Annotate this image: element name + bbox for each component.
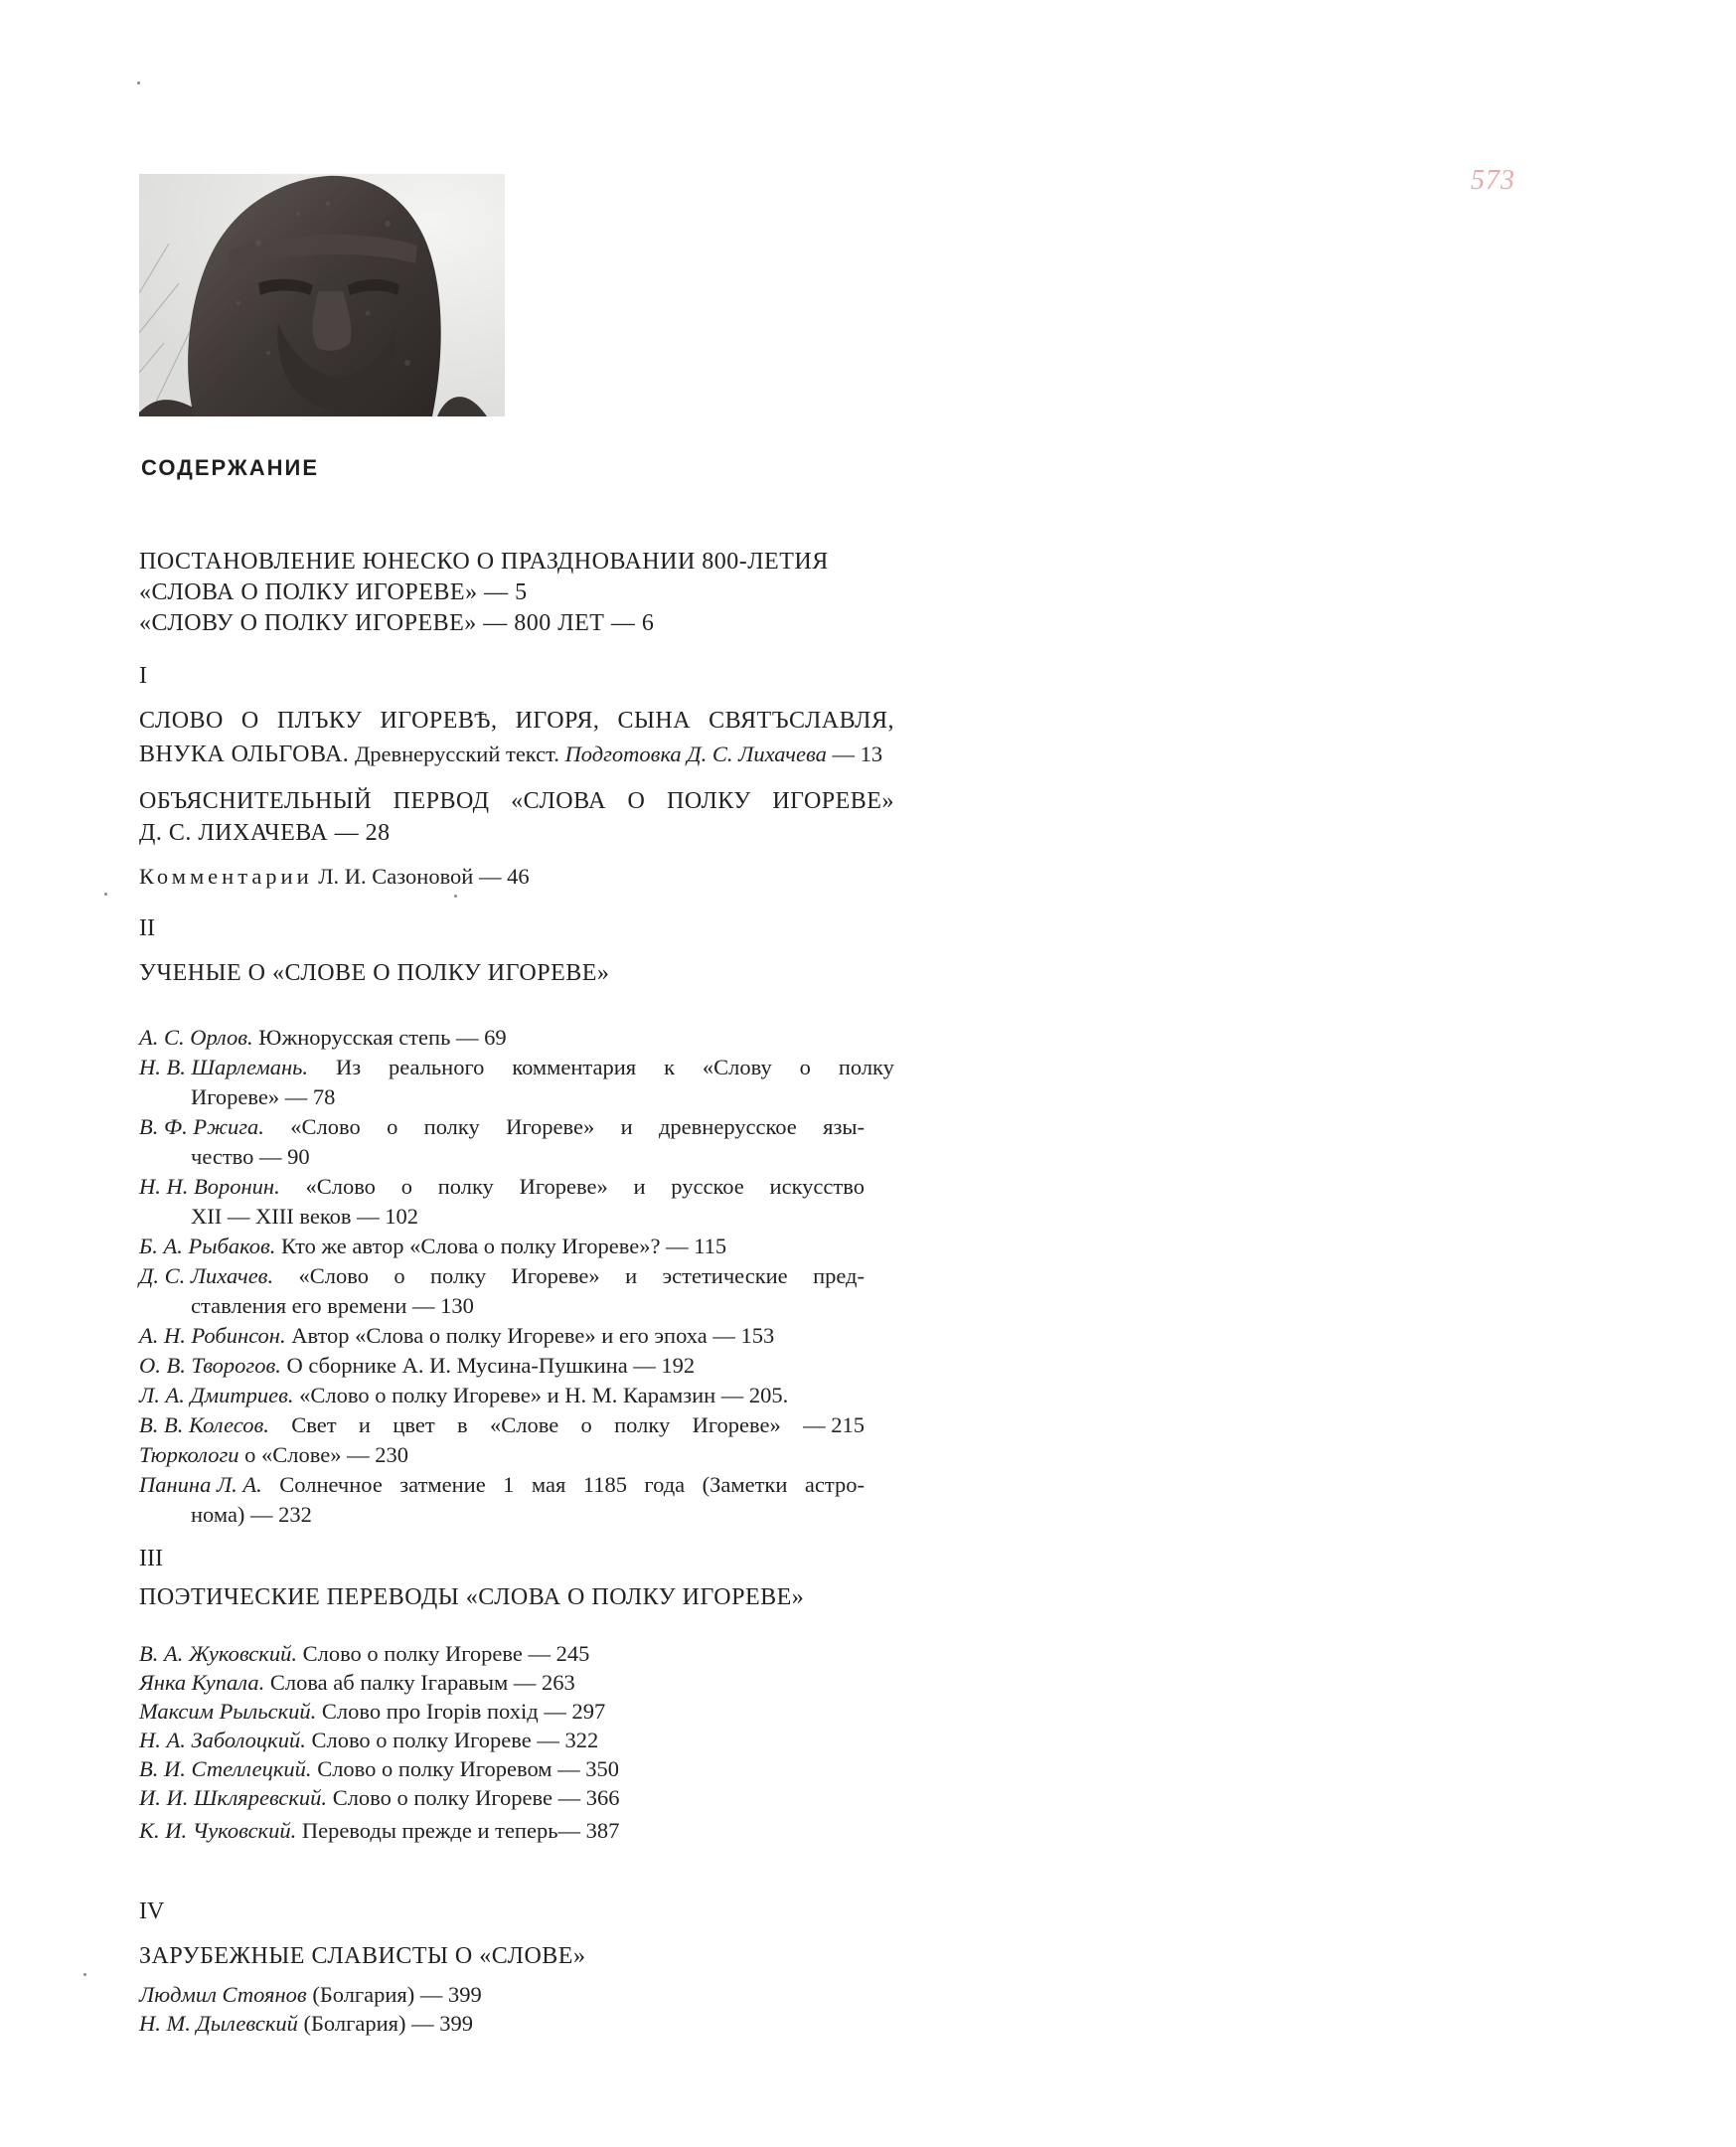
list-item xyxy=(139,1112,865,1142)
intro-section xyxy=(139,547,954,639)
entry-author: В. Ф. Ржига. xyxy=(139,1114,264,1139)
title-word: ПЛЪКУ xyxy=(276,708,363,734)
entry-author: Максим Рыльский. xyxy=(139,1699,317,1724)
entry-word: пред- xyxy=(813,1263,865,1288)
entry-author: Л. А. Дмитриев. xyxy=(139,1383,294,1407)
entry-word: затмение xyxy=(399,1472,486,1497)
entry-word: полку xyxy=(430,1263,487,1288)
entry-author: А. Н. Робинсон. xyxy=(139,1323,286,1348)
commentary-label: Комментарии xyxy=(139,864,313,889)
entry-word: «Слову xyxy=(702,1055,772,1079)
entry-author: Б. А. Рыбаков. xyxy=(139,1234,276,1258)
entry-word: полку xyxy=(437,1174,494,1199)
entry-title: Кто же автор «Слова о полку Игореве»? — 115 xyxy=(275,1234,727,1258)
section3-title: ПОЭТИЧЕСКИЕ ПЕРЕВОДЫ «СЛОВА О ПОЛКУ ИГОРЕВЕ» xyxy=(139,1584,805,1610)
scan-speck xyxy=(104,893,107,896)
commentary-line xyxy=(139,862,954,892)
intro-line: «СЛОВУ О ПОЛКУ ИГОРЕВЕ» — 800 ЛЕТ — 6 xyxy=(139,610,655,636)
list-item xyxy=(139,1053,894,1082)
entry-word: реального xyxy=(389,1055,485,1079)
title-editor: Подготовка Д. С. Лихачева xyxy=(564,742,827,766)
title-word: О xyxy=(240,708,259,734)
list-item xyxy=(139,1639,954,1668)
entry-author: В. В. Колесов. xyxy=(139,1412,269,1437)
section2-title: УЧЕНЫЕ О «СЛОВЕ О ПОЛКУ ИГОРЕВЕ» xyxy=(139,960,610,986)
entry-title: О сборнике А. И. Мусина-Пушкина — 192 xyxy=(280,1353,696,1378)
title-word: СЫНА xyxy=(617,708,692,734)
entry-word: язы- xyxy=(823,1114,865,1139)
entry-word: «Слово xyxy=(298,1263,369,1288)
entry-continuation: ставления его времени — 130 xyxy=(191,1293,474,1318)
entry-word: астро- xyxy=(804,1472,865,1497)
entry-author: В. А. Жуковский. xyxy=(139,1641,297,1666)
list-item xyxy=(139,1381,954,1410)
entry-word: 1185 xyxy=(582,1472,627,1497)
entry-word: Свет xyxy=(291,1412,337,1437)
entry-word: Игореве» xyxy=(506,1114,595,1139)
entry-word: Игореве» xyxy=(519,1174,608,1199)
entry-word: эстетические xyxy=(662,1263,788,1288)
title-text: Древнерусский текст. xyxy=(349,742,565,766)
entry-title: (Болгария) — 399 xyxy=(306,1982,482,2007)
list-item xyxy=(139,1697,954,1726)
title-word: О xyxy=(627,788,646,814)
entry-title: Слово про Iгорiв похiд — 297 xyxy=(316,1699,606,1724)
section-numeral: III xyxy=(139,1546,163,1571)
entry-word: и xyxy=(358,1412,371,1437)
list-item xyxy=(139,1754,954,1783)
entry-word: 1 xyxy=(503,1472,515,1497)
section-numeral: IV xyxy=(139,1899,165,1924)
entry-title: Слова аб палку Iгаравым — 263 xyxy=(264,1670,575,1695)
title-word: ПЕРВОД xyxy=(393,788,490,814)
entry-title: Южнорусская степь — 69 xyxy=(252,1025,507,1050)
section3-list xyxy=(139,1639,954,1845)
list-item xyxy=(139,1668,954,1697)
entry-continuation: XII — XIII веков — 102 xyxy=(191,1204,418,1229)
title-word: СЛОВО xyxy=(139,708,224,734)
entry-word: русское xyxy=(671,1174,744,1199)
table-of-contents xyxy=(139,547,954,2038)
section2-list xyxy=(139,1023,954,1530)
title-word: ПОЛКУ xyxy=(666,788,751,814)
commentary-text: Л. И. Сазоновой — 46 xyxy=(312,864,530,889)
entry-word: о xyxy=(394,1263,405,1288)
list-item xyxy=(139,1023,954,1053)
entry-word: «Слово xyxy=(305,1174,376,1199)
page-number: 573 xyxy=(1471,165,1515,196)
title-word: ИГОРЕВЕ» xyxy=(772,788,894,814)
entry-word: о xyxy=(387,1114,398,1139)
scan-speck xyxy=(454,895,457,898)
entry-title: Переводы прежде и теперь— 387 xyxy=(296,1818,620,1843)
section4-title: ЗАРУБЕЖНЫЕ СЛАВИСТЫ О «СЛОВЕ» xyxy=(139,1943,586,1969)
stone-idol-photo xyxy=(139,174,505,416)
stone-idol-image xyxy=(139,174,505,416)
entry-word: и xyxy=(620,1114,633,1139)
title-word: «СЛОВА xyxy=(511,788,606,814)
list-item xyxy=(139,1410,865,1440)
title-word: ИГОРЯ, xyxy=(515,708,600,734)
entry-word: и xyxy=(633,1174,646,1199)
scan-speck xyxy=(83,1973,86,1976)
entry-word: полку xyxy=(423,1114,480,1139)
list-item xyxy=(139,1783,954,1812)
explain-line1 xyxy=(139,785,894,818)
entry-word: комментария xyxy=(512,1055,637,1079)
entry-word: о xyxy=(799,1055,811,1079)
list-item xyxy=(139,1470,865,1500)
entry-word: — 215 xyxy=(803,1412,865,1437)
entry-author: Н. Н. Воронин. xyxy=(139,1174,280,1199)
section-numeral: II xyxy=(139,915,155,941)
entry-title: о «Слове» — 230 xyxy=(238,1442,409,1467)
contents-heading: СОДЕРЖАНИЕ xyxy=(141,455,320,480)
entry-word: Из xyxy=(335,1055,362,1079)
list-item xyxy=(139,1816,954,1845)
title-word: СВЯТЪСЛАВЛЯ, xyxy=(709,708,894,734)
entry-author: Людмил Стоянов xyxy=(139,1982,307,2007)
entry-title: Слово о полку Игоревом — 350 xyxy=(311,1756,620,1781)
entry-author: Янка Купала. xyxy=(139,1670,265,1695)
intro-line: ПОСТАНОВЛЕНИЕ ЮНЕСКО О ПРАЗДНОВАНИИ 800-ЛЕТИЯ xyxy=(139,549,829,575)
title-word: ИГОРЕВѢ, xyxy=(380,708,498,734)
entry-word: к xyxy=(664,1055,676,1079)
entry-word: Игореве» xyxy=(511,1263,600,1288)
entry-author: Д. С. Лихачев. xyxy=(139,1263,274,1288)
list-item xyxy=(139,2009,954,2038)
title-caps: ВНУКА ОЛЬГОВА. xyxy=(139,742,350,767)
section4-list xyxy=(139,1980,954,2038)
entry-title: Автор «Слова о полку Игореве» и его эпоха — 153 xyxy=(285,1323,775,1348)
entry-word: искусство xyxy=(769,1174,865,1199)
intro-line: «СЛОВА О ПОЛКУ ИГОРЕВЕ» — 5 xyxy=(139,579,528,605)
list-item xyxy=(139,1321,954,1351)
entry-author: Н. А. Заболоцкий. xyxy=(139,1728,306,1752)
entry-title: Слово о полку Игореве — 322 xyxy=(305,1728,599,1752)
entry-continuation: чество — 90 xyxy=(191,1144,310,1169)
entry-author: Панина Л. А. xyxy=(139,1472,262,1497)
entry-title: (Болгария) — 399 xyxy=(297,2011,473,2036)
entry-word: «Слово xyxy=(290,1114,361,1139)
entry-author: Тюркологи xyxy=(139,1442,239,1467)
entry-author: И. И. Шкляревский. xyxy=(139,1785,328,1810)
entry-title: Слово о полку Игореве — 245 xyxy=(296,1641,590,1666)
entry-word: года xyxy=(644,1472,686,1497)
entry-word: Игореве» xyxy=(692,1412,781,1437)
entry-author: Н. В. Шарлемань. xyxy=(139,1055,309,1079)
explain-line2: Д. С. ЛИХАЧЕВА — 28 xyxy=(139,820,391,846)
entry-word: цвет xyxy=(393,1412,435,1437)
entry-word: о xyxy=(400,1174,412,1199)
section-numeral: I xyxy=(139,663,147,689)
entry-author: О. В. Творогов. xyxy=(139,1353,281,1378)
entry-word: полку xyxy=(838,1055,894,1079)
title-word: ОБЪЯСНИТЕЛЬНЫЙ xyxy=(139,788,373,814)
entry-word: древнерусское xyxy=(658,1114,797,1139)
entry-word: в xyxy=(457,1412,468,1437)
entry-author: Н. М. Дылевский xyxy=(139,2011,298,2036)
entry-word: о xyxy=(580,1412,592,1437)
entry-author: К. И. Чуковский. xyxy=(139,1818,297,1843)
list-item xyxy=(139,1726,954,1754)
entry-title: «Слово о полку Игореве» и Н. М. Карамзин — 205. xyxy=(293,1383,789,1407)
list-item xyxy=(139,1440,954,1470)
entry-word: (Заметки xyxy=(702,1472,788,1497)
list-item xyxy=(139,1172,865,1202)
list-item xyxy=(139,1351,954,1381)
list-item xyxy=(139,1232,954,1261)
scan-speck xyxy=(137,82,140,84)
entry-word: Солнечное xyxy=(279,1472,383,1497)
list-item xyxy=(139,1980,954,2009)
entry-author: В. И. Стеллецкий. xyxy=(139,1756,312,1781)
entry-title: Слово о полку Игореве — 366 xyxy=(327,1785,620,1810)
entry-word: «Слове xyxy=(489,1412,559,1437)
section1-title-line1 xyxy=(139,705,894,738)
section1-title-line2 xyxy=(139,738,954,771)
entry-word: полку xyxy=(614,1412,671,1437)
entry-author: А. С. Орлов. xyxy=(139,1025,253,1050)
page-ref: — 13 xyxy=(826,742,883,766)
list-item xyxy=(139,1261,865,1291)
entry-word: мая xyxy=(531,1472,566,1497)
entry-word: и xyxy=(625,1263,638,1288)
entry-continuation: нома) — 232 xyxy=(191,1502,312,1527)
entry-continuation: Игореве» — 78 xyxy=(191,1084,336,1109)
